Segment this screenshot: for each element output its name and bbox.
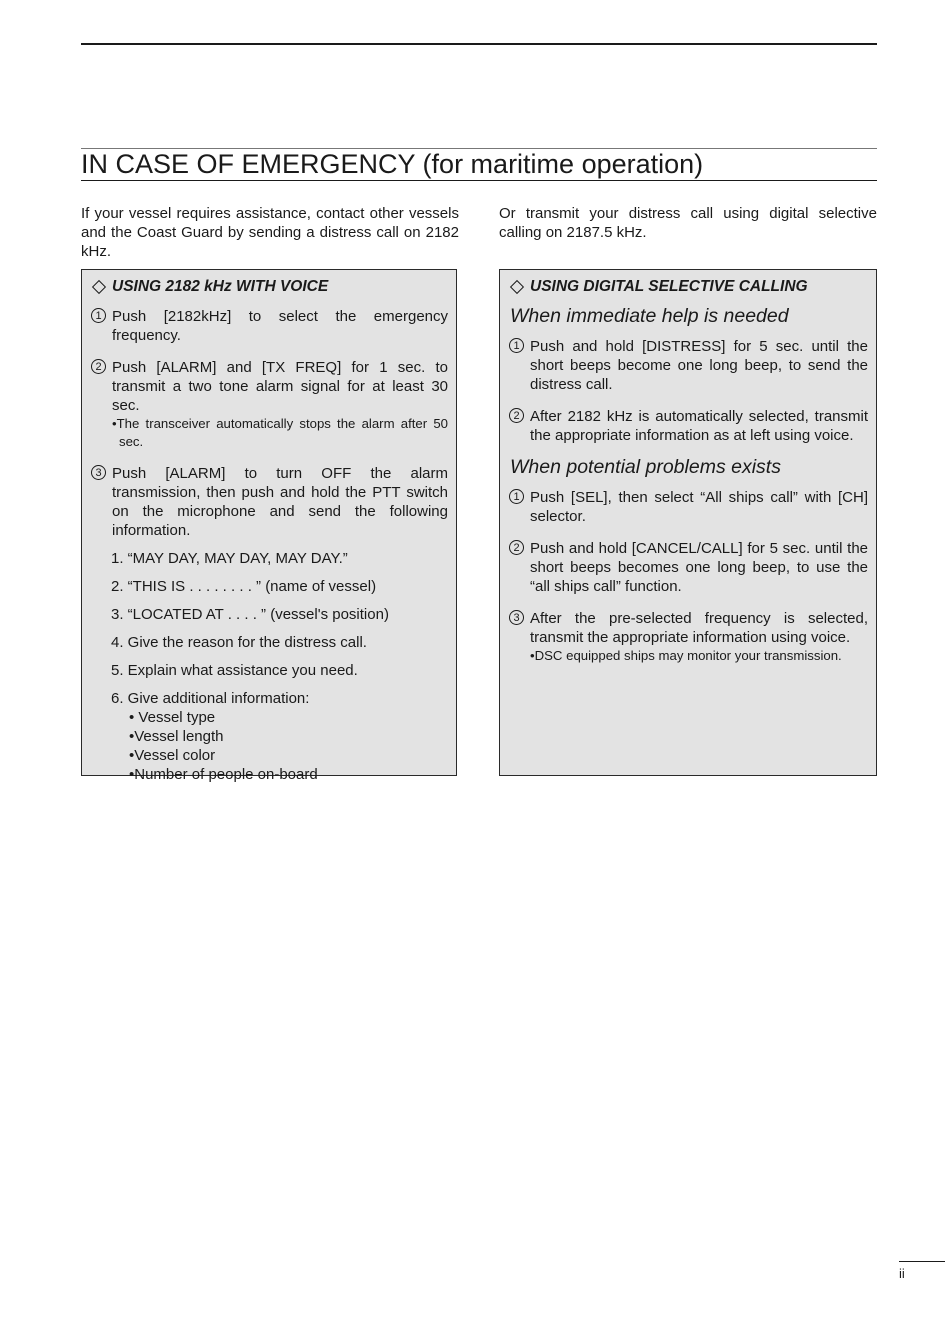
dsc-potential-step-3 xyxy=(509,609,868,665)
footer-rule xyxy=(899,1261,945,1262)
step-number-icon: 1 xyxy=(91,308,106,323)
step-number-icon: 1 xyxy=(509,338,524,353)
section-heading-immediate-help: When immediate help is needed xyxy=(510,305,789,327)
section-heading-potential-problems: When potential problems exists xyxy=(510,456,781,478)
bullet-item: •Number of people on-board xyxy=(129,766,318,783)
header-rule xyxy=(81,43,877,45)
bullet-item: • Vessel type xyxy=(129,709,216,726)
list-item: 3. “LOCATED AT . . . . ” (vessel's position) xyxy=(111,606,389,623)
diamond-icon xyxy=(92,279,106,293)
bullet-item: •Vessel color xyxy=(129,747,216,764)
step-text: Push and hold [DISTRESS] for 5 sec. until the short beeps become one long beep, to send the distress call. xyxy=(530,338,868,393)
voice-procedure-box xyxy=(81,269,457,783)
step-text: Push [ALARM] to turn OFF the alarm transmission, then push and hold the PTT switch on the microphone and send the following information. xyxy=(112,465,448,539)
page-title: IN CASE OF EMERGENCY (for maritime operation) xyxy=(81,149,704,179)
list-item: 5. Explain what assistance you need. xyxy=(111,662,358,679)
voice-box-heading-text: USING 2182 kHz WITH VOICE xyxy=(112,278,329,295)
list-item: 6. Give additional information: xyxy=(111,690,310,707)
intro-right-paragraph: Or transmit your distress call using digital selective calling on 2187.5 kHz. xyxy=(499,205,877,241)
voice-step-1 xyxy=(91,307,448,345)
step-number-icon: 1 xyxy=(509,489,524,504)
list-item: 2. “THIS IS . . . . . . . . ” (name of vessel) xyxy=(111,578,377,595)
intro-left-paragraph: If your vessel requires assistance, contact other vessels and the Coast Guard by sending a distress call on 2182 kHz. xyxy=(81,205,459,260)
step-text: After the pre-selected frequency is selected, transmit the appropriate information using voice. xyxy=(530,610,868,646)
dsc-immediate-step-1 xyxy=(509,337,868,394)
step-text: Push and hold [CANCEL/CALL] for 5 sec. until the short beeps becomes one long beep, to use the “all ships call” function. xyxy=(530,540,868,595)
list-item: 4. Give the reason for the distress call. xyxy=(111,634,367,651)
step-number-icon: 3 xyxy=(509,610,524,625)
voice-step-2 xyxy=(91,358,448,451)
dsc-immediate-step-2 xyxy=(509,407,868,445)
dsc-potential-step-1 xyxy=(509,488,868,526)
step-text: Push [2182kHz] to select the emergency frequency. xyxy=(112,308,448,344)
dsc-procedure-box xyxy=(499,269,877,776)
voice-box-heading xyxy=(91,277,448,296)
diamond-icon xyxy=(510,279,524,293)
list-item: 1. “MAY DAY, MAY DAY, MAY DAY.” xyxy=(111,550,348,567)
step-number-icon: 2 xyxy=(91,359,106,374)
dsc-box-heading-text: USING DIGITAL SELECTIVE CALLING xyxy=(530,278,808,295)
dsc-potential-step-2 xyxy=(509,539,868,596)
step-number-icon: 2 xyxy=(509,408,524,423)
step-note: •The transceiver automatically stops the alarm after 50 sec. xyxy=(112,416,448,449)
step-number-icon: 3 xyxy=(91,465,106,480)
dsc-box-heading xyxy=(509,277,868,296)
bullet-item: •Vessel length xyxy=(129,728,224,745)
voice-step-3 xyxy=(91,464,448,540)
page-number: ii xyxy=(899,1266,905,1281)
distress-message-list xyxy=(91,549,448,784)
step-text: Push [SEL], then select “All ships call” with [CH] selector. xyxy=(530,489,868,525)
additional-info-list xyxy=(111,708,448,784)
step-note: •DSC equipped ships may monitor your transmission. xyxy=(530,648,842,663)
title-bar xyxy=(81,148,877,181)
step-text: Push [ALARM] and [TX FREQ] for 1 sec. to transmit a two tone alarm signal for at least 30 sec. xyxy=(112,359,448,414)
step-text: After 2182 kHz is automatically selected, transmit the appropriate information as at left using voice. xyxy=(530,408,868,444)
step-number-icon: 2 xyxy=(509,540,524,555)
